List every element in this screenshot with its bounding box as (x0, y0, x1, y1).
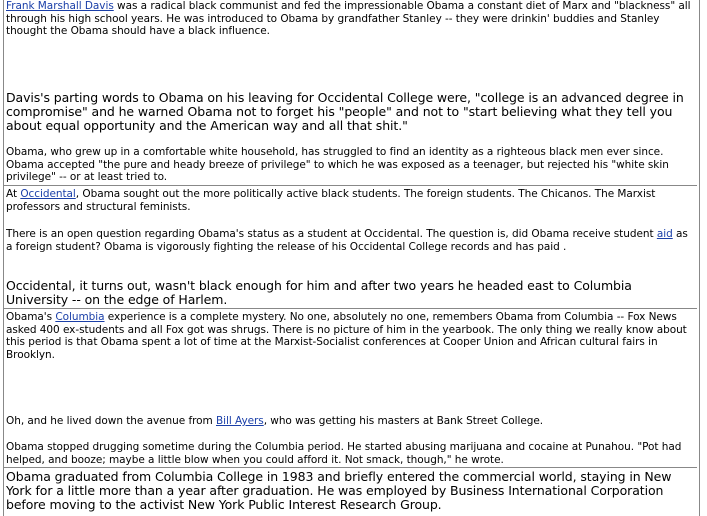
text: Obama's (6, 311, 56, 323)
section-columbia (4, 309, 697, 468)
paragraph-bill-ayers (6, 415, 695, 428)
link-columbia[interactable]: Columbia (55, 311, 105, 323)
paragraph-columbia-mystery (6, 311, 695, 361)
paragraph-graduation: Obama graduated from Columbia College in 1983 and briefly entered the commercial world, staying in New York for a little more than a year after graduation. He was employed by Business International Corporation before moving to the activist New York Public Interest Research Group. (6, 469, 672, 512)
paragraph-davis-intro (6, 0, 695, 38)
link-occidental[interactable]: Occidental (20, 188, 76, 200)
link-bill-ayers[interactable]: Bill Ayers (215, 415, 264, 427)
paragraph-drugs: Obama stopped drugging sometime during the Columbia period. He started abusing marijuana and cocaine at Punahou. "Pot had helped, and booze; maybe a little blow when you could afford it. Not smack, though," he wrote. (6, 441, 682, 466)
section-occidental (4, 186, 697, 309)
text: , Obama sought out the more politically active black students. The foreign students. The Chicanos. The Marxist professors and structural feminists. (6, 188, 656, 213)
link-frank-marshall-davis[interactable]: Frank Marshall Davis (6, 0, 114, 12)
text: experience is a complete mystery. No one, absolutely no one, remembers Obama from Columbia -- Fox News asked 400 ex-students and all Fox got was shrugs. There is no picture of him in the yearbook. The only thing we really know about this period is that Obama spent a lot of time at the Marxist-Socialist conferences at Cooper Union and African cultural fairs in Brooklyn. (6, 311, 687, 361)
link-aid[interactable]: aid (656, 228, 673, 240)
text: Oh, and he lived down the avenue from (6, 415, 216, 427)
section-graduation (4, 468, 697, 516)
section-davis (4, 0, 697, 186)
paragraph-foreign-student (6, 228, 695, 253)
text: was a radical black communist and fed the impressionable Obama a constant diet of Marx and "blackness" all through his high school years. He was introduced to Obama by grandfather Stanley -- they were drinkin' buddies and Stanley thought the Obama should have a black influence. (6, 0, 691, 38)
paragraph-identity: Obama, who grew up in a comfortable white household, has struggled to find an identity as a righteous black men ever since. Obama accepted "the pure and heady breeze of privilege" to which he was exposed as a teenager, but rejected his "white skin privilege" -- or at least tried to. (6, 146, 669, 184)
text: , who was getting his masters at Bank Street College. (263, 415, 544, 427)
paragraph-parting-words: Davis's parting words to Obama on his leaving for Occidental College were, "college is an advanced degree in compromise" and he warned Obama not to forget his "people" and not to "start believing what they tell you about equal opportunity and the American way and all that shit." (6, 90, 684, 133)
paragraph-columbia-move: Occidental, it turns out, wasn't black enough for him and after two years he headed east to Columbia University -- on the edge of Harlem. (6, 278, 632, 307)
text: At (6, 188, 21, 200)
paragraph-occidental-students (6, 188, 695, 213)
text: as a foreign student? Obama is vigorously fighting the release of his Occidental College records and has paid . (6, 228, 688, 253)
text: There is an open question regarding Obama's status as a student at Occidental. The question is, did Obama receive student (6, 228, 657, 240)
